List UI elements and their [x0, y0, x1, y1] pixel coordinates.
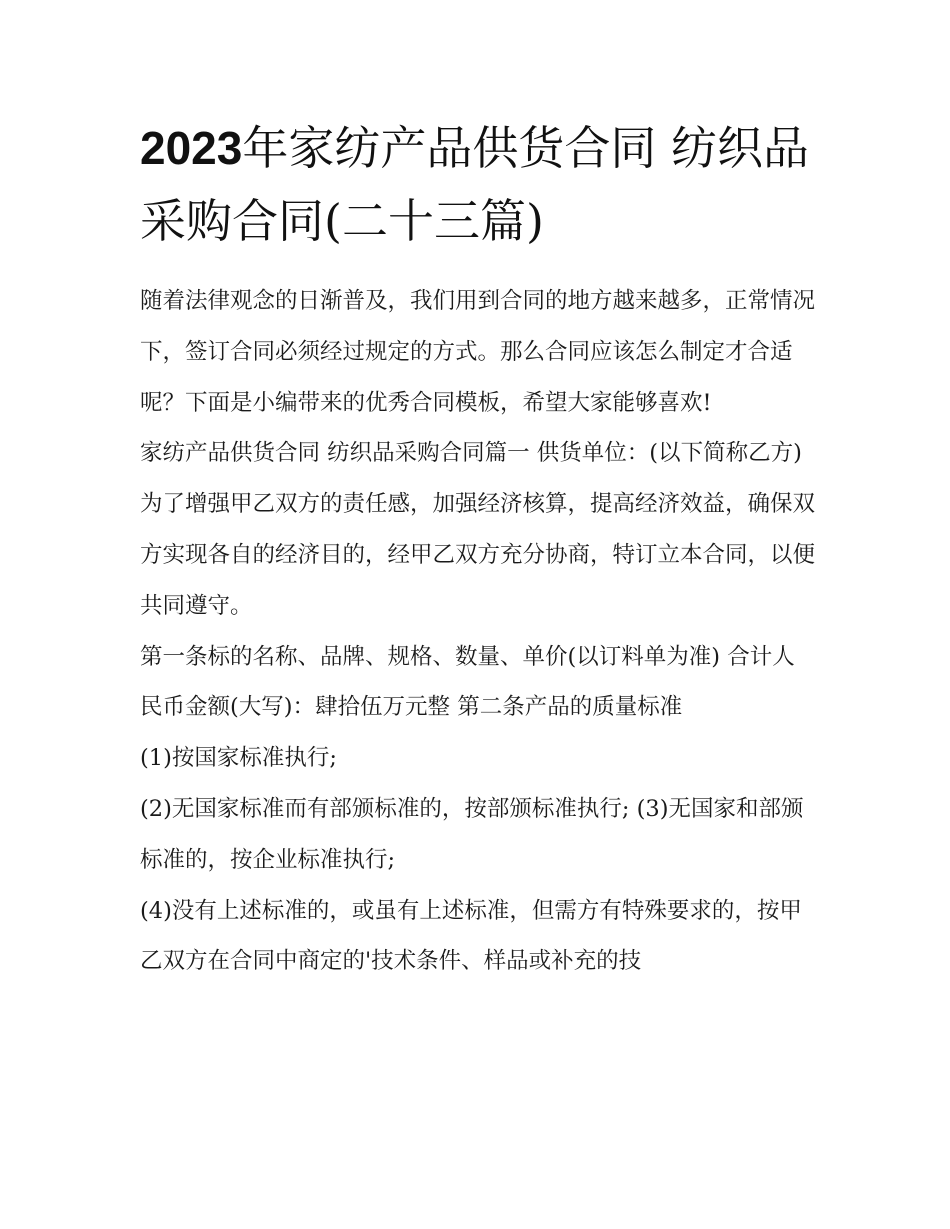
paragraph-article-1: 第一条标的名称、品牌、规格、数量、单价(以订料单为准) 合计人民币金额(大写)：肆拾伍万元整 第二条产品的质量标准: [140, 643, 795, 721]
paragraph-standard-2-3: (2)无国家标准而有部颁标准的，按部颁标准执行; (3)无国家和部颁标准的，按企业标准执行;: [140, 795, 804, 873]
paragraph-standard-4: (4)没有上述标准的，或虽有上述标准，但需方有特殊要求的，按甲乙双方在合同中商定的'技术条件、样品或补充的技: [140, 897, 802, 975]
paragraph-intro: 随着法律观念的日渐普及，我们用到合同的地方越来越多，正常情况下，签订合同必须经过规定的方式。那么合同应该怎么制定才合适呢？下面是小编带来的优秀合同模板，希望大家能够喜欢!: [140, 288, 816, 416]
title-text: 年家纺产品供货合同 纺织品采购合同(二十三篇): [140, 121, 809, 248]
paragraph-standard-1: (1)按国家标准执行;: [140, 745, 337, 772]
paragraph-supplier: 家纺产品供货合同 纺织品采购合同篇一 供货单位：(以下简称乙方): [140, 440, 802, 467]
document-title: [140, 112, 820, 258]
title-year: 2023: [140, 122, 243, 174]
document-body: [140, 276, 815, 987]
paragraph-purpose: 为了增强甲乙双方的责任感，加强经济核算，提高经济效益，确保双方实现各自的经济目的，经甲乙双方充分协商，特订立本合同，以便共同遵守。: [140, 491, 816, 619]
